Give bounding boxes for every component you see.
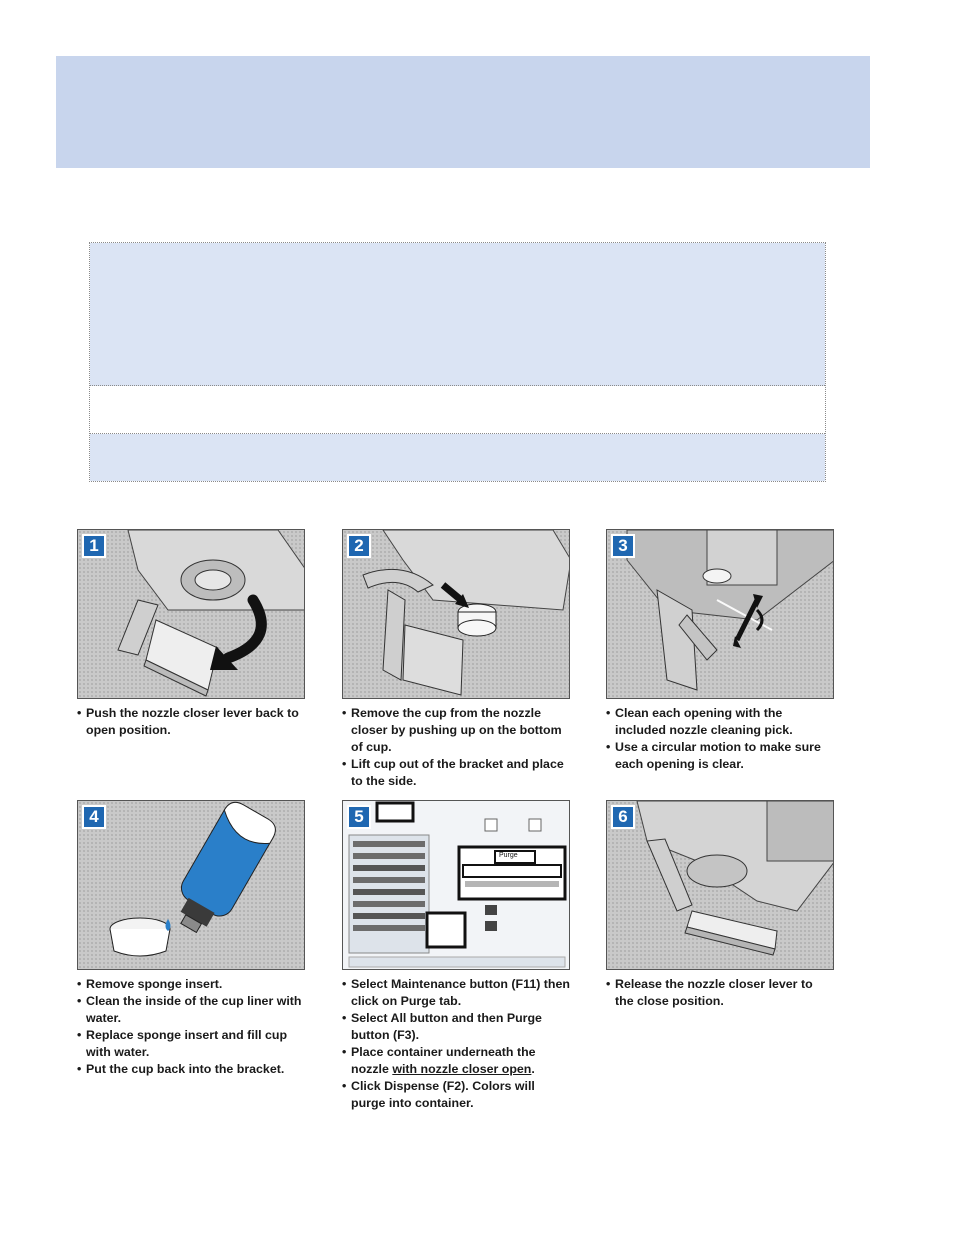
step-2-instructions bbox=[342, 705, 570, 790]
note-row-1 bbox=[90, 243, 825, 386]
step-3-illustration bbox=[606, 529, 834, 699]
instruction-item: • Replace sponge insert and fill cup with water. bbox=[77, 1027, 305, 1061]
instruction-item: • Lift cup out of the bracket and place to the side. bbox=[342, 756, 570, 790]
instruction-item: • Use a circular motion to make sure each opening is clear. bbox=[606, 739, 834, 773]
instruction-item: • Place container underneath the nozzle with nozzle closer open. bbox=[342, 1044, 570, 1078]
header-band bbox=[56, 56, 870, 168]
step-number-badge: 5 bbox=[347, 805, 371, 829]
instruction-item: • Release the nozzle closer lever to the close position. bbox=[606, 976, 834, 1010]
step-5-screenshot bbox=[342, 800, 570, 970]
step-number-badge: 3 bbox=[611, 534, 635, 558]
step-4-instructions bbox=[77, 976, 305, 1078]
instruction-item: • Push the nozzle closer lever back to open position. bbox=[77, 705, 305, 739]
instruction-item: • Clean the inside of the cup liner with water. bbox=[77, 993, 305, 1027]
instruction-item: • Click Dispense (F2). Colors will purge into container. bbox=[342, 1078, 570, 1112]
step-1-illustration bbox=[77, 529, 305, 699]
step-1 bbox=[77, 529, 305, 739]
step-6 bbox=[606, 800, 834, 1010]
step-4-illustration bbox=[77, 800, 305, 970]
instruction-item: • Clean each opening with the included nozzle cleaning pick. bbox=[606, 705, 834, 739]
step-3-instructions bbox=[606, 705, 834, 773]
step-number-badge: 4 bbox=[82, 805, 106, 829]
step-6-instructions bbox=[606, 976, 834, 1010]
instruction-item: • Remove the cup from the nozzle closer by pushing up on the bottom of cup. bbox=[342, 705, 570, 756]
instruction-item: • Select Maintenance button (F11) then click on Purge tab. bbox=[342, 976, 570, 1010]
note-row-2 bbox=[90, 386, 825, 434]
note-box bbox=[89, 242, 826, 482]
instruction-item: • Remove sponge insert. bbox=[77, 976, 305, 993]
step-5-instructions bbox=[342, 976, 570, 1112]
step-3 bbox=[606, 529, 834, 773]
step-number-badge: 1 bbox=[82, 534, 106, 558]
step-2 bbox=[342, 529, 570, 790]
note-row-3 bbox=[90, 434, 825, 481]
step-5 bbox=[342, 800, 570, 1112]
step-4 bbox=[77, 800, 305, 1078]
step-2-illustration bbox=[342, 529, 570, 699]
instruction-item: • Put the cup back into the bracket. bbox=[77, 1061, 305, 1078]
purge-tab-label: Purge bbox=[499, 852, 518, 859]
step-number-badge: 2 bbox=[347, 534, 371, 558]
step-6-illustration bbox=[606, 800, 834, 970]
step-1-instructions bbox=[77, 705, 305, 739]
step-number-badge: 6 bbox=[611, 805, 635, 829]
instruction-item: • Select All button and then Purge button (F3). bbox=[342, 1010, 570, 1044]
